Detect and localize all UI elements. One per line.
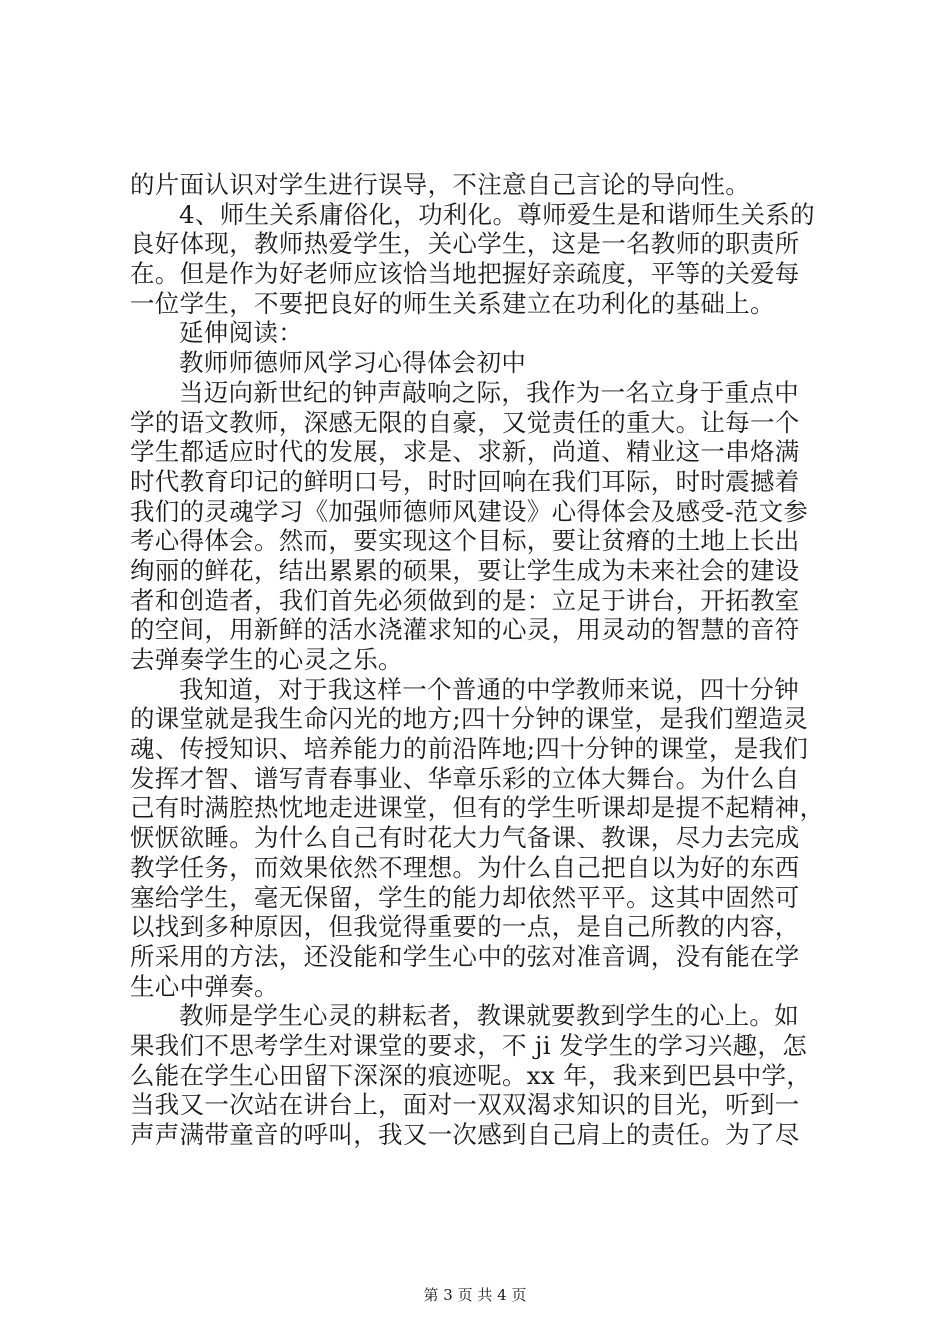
text-line: 教师师德师风学习心得体会初中 [179, 348, 527, 378]
text-line: 良好体现，教师热爱学生，关心学生，这是一名教师的职责所 [130, 229, 800, 259]
text-line: 学的语文教师，深感无限的自豪，又觉责任的重大。让每一个 [130, 407, 800, 437]
text-line: 在。但是作为好老师应该恰当地把握好亲疏度，平等的关爱每 [130, 259, 800, 289]
text-line: 的空间，用新鲜的活水浇灌求知的心灵，用灵动的智慧的音符 [130, 615, 800, 645]
text-line: 4、师生关系庸俗化，功利化。尊师爱生是和谐师生关系的 [179, 199, 815, 229]
document-body [130, 170, 830, 1150]
text-line: 果我们不思考学生对课堂的要求，不 ji 发学生的学习兴趣，怎 [130, 1030, 808, 1060]
text-line: 延伸阅读： [179, 318, 303, 348]
text-line: 者和创造者，我们首先必须做到的是：立足于讲台，开拓教室 [130, 585, 800, 615]
text-line: 么能在学生心田留下深深的痕迹呢。xx 年，我来到巴县中学， [130, 1060, 812, 1090]
text-line: 声声满带童音的呼叫，我又一次感到自己肩上的责任。为了尽 [130, 1120, 800, 1149]
text-line: 我知道，对于我这样一个普通的中学教师来说，四十分钟 [179, 674, 799, 704]
text-line: 塞给学生，毫无保留，学生的能力却依然平平。这其中固然可 [130, 882, 800, 912]
text-line: 发挥才智、谱写青春事业、华章乐彩的立体大舞台。为什么自 [130, 763, 800, 793]
text-line: 一位学生，不要把良好的师生关系建立在功利化的基础上。 [130, 288, 775, 318]
text-line: 所采用的方法，还没能和学生心中的弦对准音调，没有能在学 [130, 941, 800, 971]
text-line: 考心得体会。然而，要实现这个目标，要让贫瘠的土地上长出 [130, 526, 800, 556]
text-line: 生心中弹奏。 [130, 971, 279, 1001]
text-line: 的课堂就是我生命闪光的地方;四十分钟的课堂，是我们塑造灵 [130, 704, 809, 734]
text-line: 当我又一次站在讲台上，面对一双双渴求知识的目光，听到一 [130, 1090, 800, 1120]
text-line: 魂、传授知识、培养能力的前沿阵地;四十分钟的课堂，是我们 [130, 734, 809, 764]
text-line: 去弹奏学生的心灵之乐。 [130, 645, 403, 674]
text-line: 以找到多种原因，但我觉得重要的一点，是自己所教的内容， [130, 912, 800, 942]
text-line: 学生都适应时代的发展，求是、求新，尚道、精业这一串烙满 [130, 437, 800, 467]
text-line: 教学任务，而效果依然不理想。为什么自己把自以为好的东西 [130, 852, 800, 882]
text-line: 己有时满腔热忱地走进课堂，但有的学生听课却是提不起精神， [130, 793, 825, 823]
page-footer: 第 3 页 共 4 页 [423, 1286, 527, 1304]
text-line: 当迈向新世纪的钟声敲响之际，我作为一名立身于重点中 [179, 377, 799, 407]
text-line: 我们的灵魂学习《加强师德师风建设》心得体会及感受-范文参 [130, 496, 809, 526]
text-line: 教师是学生心灵的耕耘者，教课就要教到学生的心上。如 [179, 1001, 799, 1031]
text-line: 恹恹欲睡。为什么自己有时花大力气备课、教课，尽力去完成 [130, 823, 800, 853]
text-line: 的片面认识对学生进行误导，不注意自己言论的导向性。 [130, 170, 750, 199]
text-line: 时代教育印记的鲜明口号，时时回响在我们耳际，时时震撼着 [130, 466, 800, 496]
text-line: 绚丽的鲜花，结出累累的硕果，要让学生成为未来社会的建设 [130, 555, 800, 585]
